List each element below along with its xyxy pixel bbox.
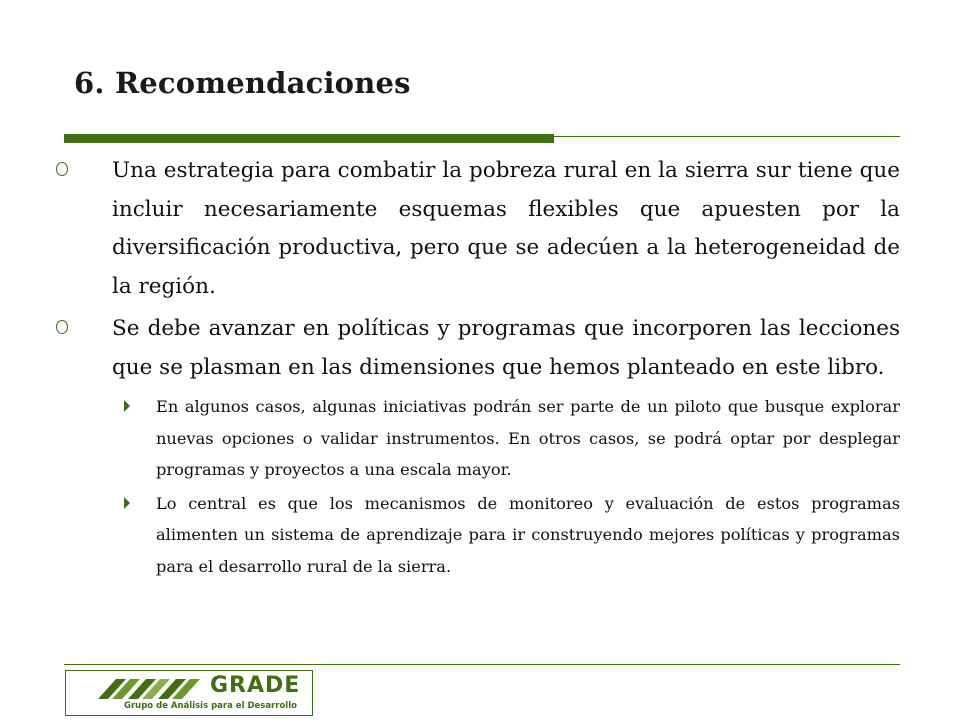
title-underline-thin xyxy=(554,136,900,137)
grade-logo xyxy=(65,670,313,716)
bullet-text: Se debe avanzar en políticas y programas que incorporen las lecciones que se plasman en las dimensiones que hemos planteado en este libro. xyxy=(112,316,900,380)
subbullet-text: Lo central es que los mecanismos de monitoreo y evaluación de estos programas alimenten un sistema de aprendizaje para ir construyendo mejores políticas y programas para el desarrollo rural de la sierra. xyxy=(156,493,900,576)
subbullet-item xyxy=(40,391,900,486)
logo-tagline: Grupo de Análisis para el Desarrollo xyxy=(124,701,297,711)
bullet-item xyxy=(40,310,900,387)
triangle-right-icon xyxy=(124,400,130,412)
triangle-right-icon xyxy=(124,497,130,509)
footer-divider xyxy=(64,664,900,665)
hollow-circle-icon xyxy=(56,162,68,176)
page-title: 6. Recomendaciones xyxy=(74,66,411,100)
hollow-circle-icon xyxy=(56,320,68,334)
bullet-item xyxy=(40,152,900,306)
subbullet-item xyxy=(40,488,900,583)
title-underline-thick xyxy=(64,134,554,143)
logo-wordmark: GRADE xyxy=(210,673,301,698)
grade-mark-icon xyxy=(98,677,208,701)
subbullet-text: En algunos casos, algunas iniciativas podrán ser parte de un piloto que busque explorar nuevas opciones o validar instrumentos. En otros casos, se podrá optar por desplegar programas y proyectos a una escala mayor. xyxy=(156,397,900,479)
bullet-text: Una estrategia para combatir la pobreza rural en la sierra sur tiene que incluir necesariamente esquemas flexibles que apuesten por la diversificación productiva, pero que se adecúen a la heterogeneidad de la región. xyxy=(112,158,900,299)
slide-content xyxy=(40,152,900,582)
